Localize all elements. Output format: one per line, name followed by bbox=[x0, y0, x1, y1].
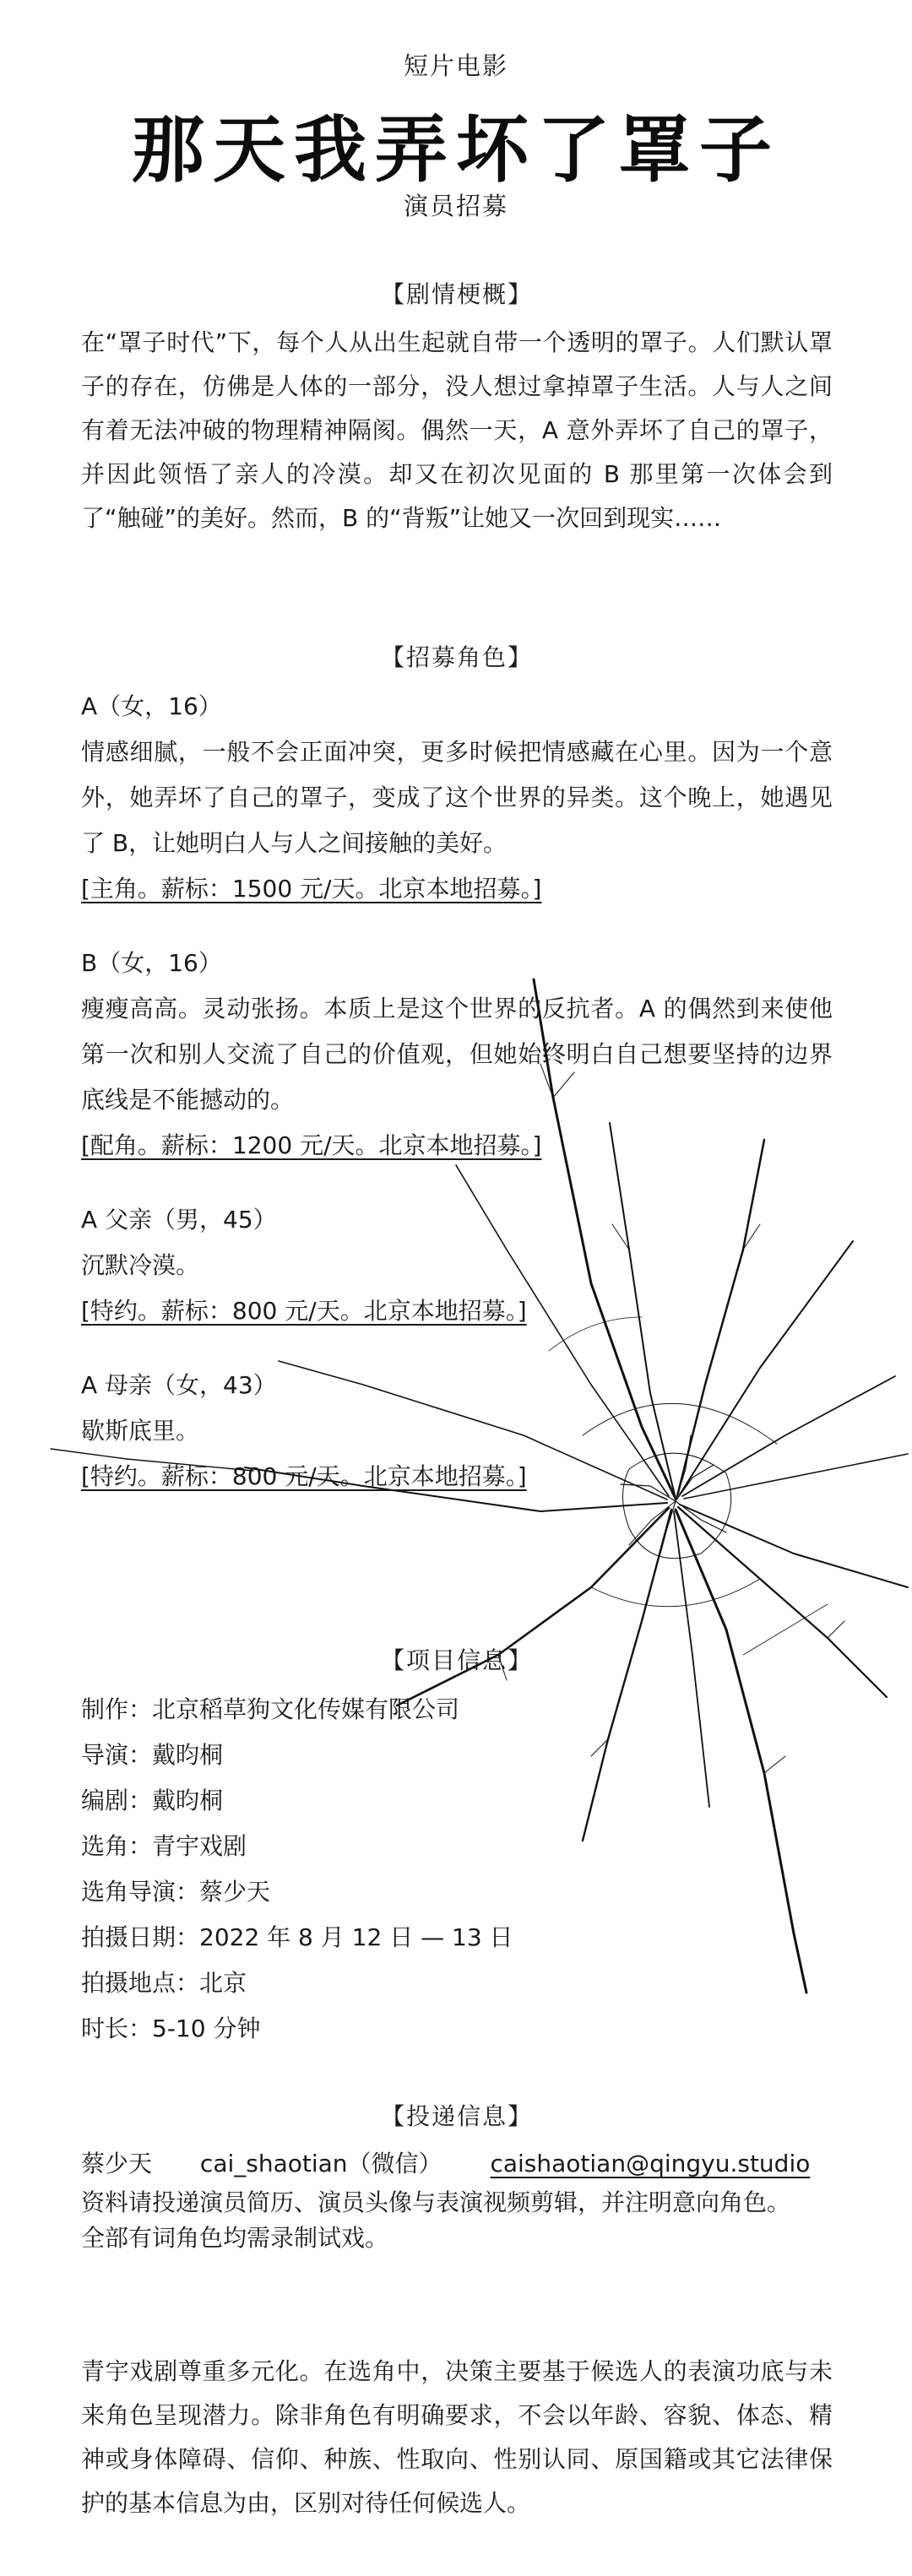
project-casting: 选角：青宇戏剧 bbox=[81, 1832, 247, 1860]
role-description: 沉默冷漠。 bbox=[81, 1251, 200, 1279]
project-director: 导演：戴昀桐 bbox=[81, 1741, 224, 1769]
submission-section bbox=[81, 2094, 833, 2256]
synopsis-text: 在“罩子时代”下，每个人从出生起就自带一个透明的罩子。人们默认罩子的存在，仿佛是人体的一部分，没人想过拿掉罩子生活。人与人之间有着无法冲破的物理精神隔阂。偶然一天，A 意外弄坏了自己的罩子，并因此领悟了亲人的冷漠。却又在初次见面的 B 那里第一次体会到了“触碰”的美好。然而，B 的“背叛”让她又一次回到现实…… bbox=[81, 328, 833, 532]
submission-audition-note: 全部有词角色均需录制试戏。 bbox=[81, 2224, 389, 2252]
submission-heading: 【投递信息】 bbox=[380, 2102, 533, 2130]
synopsis-section bbox=[81, 272, 833, 540]
diversity-statement: 青宇戏剧尊重多元化。在选角中，决策主要基于候选人的表演功底与未来角色呈现潜力。除非角色有明确要求，不会以年龄、容貌、体态、精神或身体障碍、信仰、种族、性取向、性别认同、原国籍或其它法律保护的基本信息为由，区别对待任何候选人。 bbox=[81, 2357, 833, 2517]
contact-email-link[interactable]: caishaotian@qingyu.studio bbox=[490, 2150, 811, 2177]
role-terms: [配角。薪标：1200 元/天。北京本地招募。] bbox=[81, 1131, 542, 1159]
submission-requirements: 资料请投递演员简历、演员头像与表演视频剪辑，并注明意向角色。 bbox=[81, 2188, 791, 2216]
role-a bbox=[81, 684, 833, 912]
role-description: 情感细腻，一般不会正面冲突，更多时候把情感藏在心里。因为一个意外，她弄坏了自己的罩子，变成了这个世界的异类。这个晚上，她遇见了 B，让她明白人与人之间接触的美好。 bbox=[81, 738, 833, 857]
role-a-mother bbox=[81, 1363, 833, 1500]
film-type-label: 短片电影 bbox=[403, 52, 508, 80]
role-terms: [特约。薪标：800 元/天。北京本地招募。] bbox=[81, 1297, 527, 1325]
casting-heading: 【招募角色】 bbox=[380, 643, 533, 671]
role-b bbox=[81, 941, 833, 1169]
role-terms: [主角。薪标：1500 元/天。北京本地招募。] bbox=[81, 875, 542, 903]
casting-subtitle: 演员招募 bbox=[403, 192, 508, 220]
diversity-section bbox=[81, 2350, 833, 2525]
synopsis-heading: 【剧情梗概】 bbox=[380, 280, 533, 308]
project-writer: 编剧：戴昀桐 bbox=[81, 1787, 224, 1814]
role-terms: [特约。薪标：800 元/天。北京本地招募。] bbox=[81, 1462, 527, 1490]
contact-wechat: cai_shaotian（微信） bbox=[199, 2150, 442, 2177]
role-name: A 母亲（女，43） bbox=[81, 1371, 277, 1399]
role-description: 歇斯底里。 bbox=[81, 1417, 200, 1445]
project-casting-director: 选角导演：蔡少天 bbox=[81, 1878, 271, 1906]
project-duration: 时长：5-10 分钟 bbox=[81, 2015, 261, 2042]
project-location: 拍摄地点：北京 bbox=[81, 1969, 247, 1997]
project-info-section bbox=[81, 1638, 833, 2052]
project-producer: 制作：北京稻草狗文化传媒有限公司 bbox=[81, 1695, 460, 1723]
role-a-father bbox=[81, 1197, 833, 1334]
film-title: 那天我弄坏了罩子 bbox=[132, 107, 780, 193]
casting-section bbox=[81, 635, 833, 1528]
project-info-heading: 【项目信息】 bbox=[380, 1646, 533, 1674]
role-description: 瘦瘦高高。灵动张扬。本质上是这个世界的反抗者。A 的偶然到来使他第一次和别人交流了自己的价值观，但她始终明白自己想要坚持的边界底线是不能撼动的。 bbox=[81, 995, 833, 1114]
role-name: A（女，16） bbox=[81, 692, 222, 720]
contact-row bbox=[81, 2143, 833, 2185]
role-name: B（女，16） bbox=[81, 949, 222, 977]
role-name: A 父亲（男，45） bbox=[81, 1206, 277, 1234]
project-shoot-dates: 拍摄日期：2022 年 8 月 12 日 — 13 日 bbox=[81, 1923, 513, 1951]
contact-name: 蔡少天 bbox=[81, 2150, 153, 2177]
